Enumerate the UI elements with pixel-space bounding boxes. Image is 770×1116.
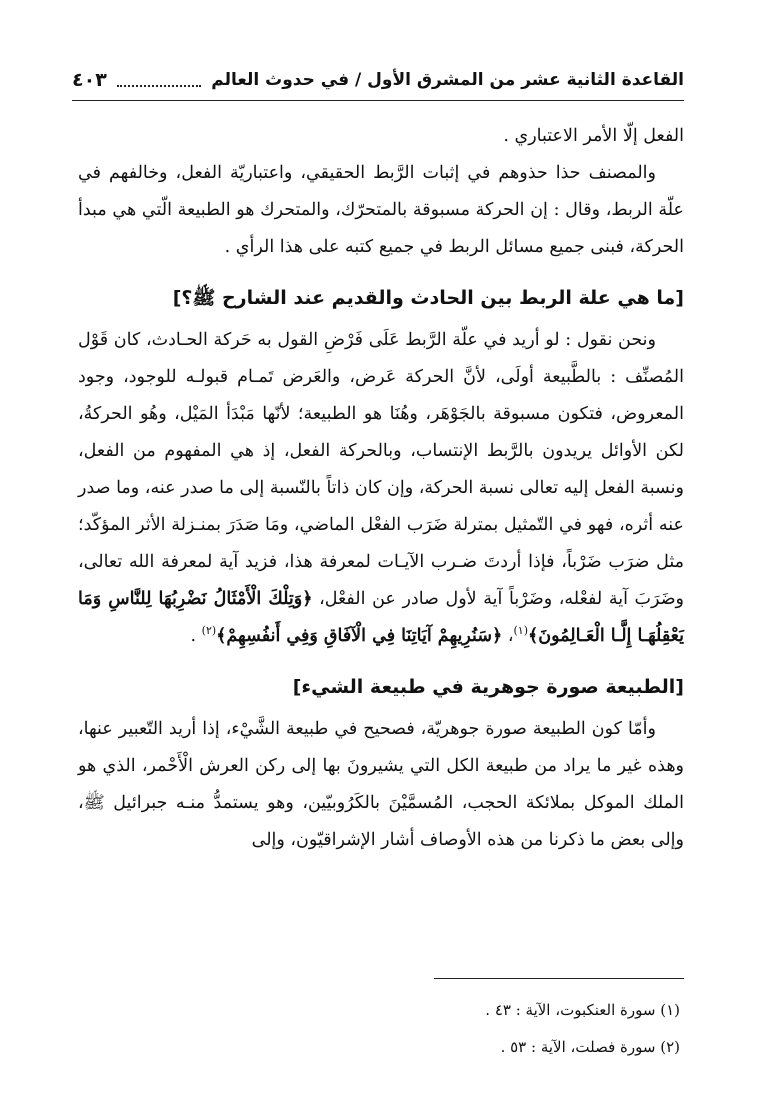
running-header: [72, 64, 684, 96]
section-heading-2: [الطبيعة صورة جوهرية في طبيعة الشيء]: [292, 676, 684, 698]
quran-verse-2: ﴿سَنُرِيهِمْ آيَاتِنَا فِي الْآفَاقِ وَفِي أَنفُسِهِمْ﴾: [216, 626, 503, 646]
footnotes: [300, 992, 680, 1066]
closing-period: .: [190, 626, 202, 646]
header-leader-dots: [117, 73, 202, 87]
quran-verse-1: ﴿وَتِلْكَ الْأَمْثَالُ نَضْرِبُهَا لِلنَّاسِ وَمَا يَعْقِلُهَـا إِلَّـا الْعَـالِمُونَ﴾: [78, 589, 684, 646]
page-body: [78, 118, 684, 859]
footnote-1: (١) سورة العنكبوت، الآية : ٤٣ .: [485, 1001, 680, 1019]
paragraph-1: الفعل إلّا الأمر الاعتباري .: [503, 126, 684, 146]
paragraph-4: وأمّا كون الطبيعة صورة جوهريّة، فصحيح في طبيعة الشَّيْء، إذا أريد التّعبير عنها، وهذه غير ما يراد من طبيعة الكل التي يشيرونَ بها إلى ركن العرش الْأَحْمر، الذي هو الملك الموكل بملائكة الحجب، المُسمَّيْنَ بالكَرُوبيّين، وهو يستمدُّ منـه جبرائيل ﷺ، وإلى بعض ما ذكرنا من هذه الأوصاف أشار الإشراقيّون، وإلى: [78, 719, 684, 850]
paragraph-3-text: ونحن نقول : لو أريد في علّة الرَّبط عَلَى فَرْضِ القول به حَركة الحـادث، كان قَوْل المُصنِّف : بالطَّبيعة أولَى، لأنَّ الحركة عَرض، والعَرض تَمـام قبولـه للوجود، وجود المعروض، فتكون مسبوقة بالجَوْهَر، وهُنَا هو الطبيعة؛ لأنّها مَبْدَأ المَيْل، وهُو الحركةُ، لكن الأوائل يريدون بالرَّبط الإنتساب، وبالحركة الفعل، إذ هي المفهوم من الفعل، ونسبة الفعل إليه تعالى نسبة الحركة، وإن كان ذاتاً بالنّسبة إلى ما صدر عنه، وما صدر عنه أثره، فهو في التّمثيل بمترلة ضَرَب الفعْل الماضي، ومَا صَدَرَ بمنـزلة الأثر المؤكّد؛ مثل ضرَب ضَرْباً، فإذا أردتَ ضـرب الآيـات لمعرفة هذا، فزيد آية لمعرفة الله تعالى، وضَرَبَ آية لفعْله، وضَرْباً آية لأول صادر عن الفعْل،: [78, 330, 685, 609]
footnote-2: (٢) سورة فصلت، الآية : ٥٣ .: [500, 1038, 680, 1056]
paragraph-2: والمصنف حذا حذوهم في إثبات الرَّبط الحقيقي، واعتباريّة الفعل، وخالفهم في علّة الربط، وقال : إن الحركة مسبوقة بالمتحرّك، والمتحرك هو الطبيعة الّتي هي مبدأ الحركة، فبنى جميع مسائل الربط في جميع كتبه على هذا الرأي .: [78, 163, 684, 257]
footnote-ref-2[interactable]: (٢): [201, 624, 217, 638]
footnote-ref-1[interactable]: (١): [513, 624, 528, 638]
page-number: ٤٠٣: [72, 69, 107, 91]
paragraph-3: [78, 322, 684, 655]
section-heading-1: [ما هي علة الربط بين الحادث والقديم عند الشارح ﷺ؟]: [172, 287, 684, 309]
header-rule: [72, 100, 684, 101]
header-title: القاعدة الثانية عشر من المشرق الأول / في حدوث العالم: [211, 70, 684, 90]
separator-comma: ،: [502, 626, 514, 646]
footnote-separator: [434, 978, 684, 979]
